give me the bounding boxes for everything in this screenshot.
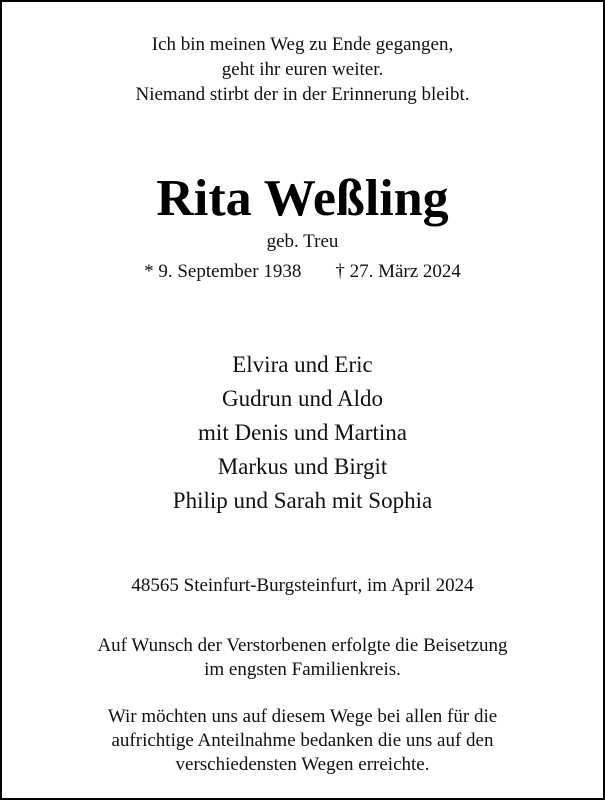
motto-line: geht ihr euren weiter. [221,59,384,80]
burial-note [2,634,603,682]
mourner-line: Markus und Birgit [217,454,388,479]
mourners-list [2,348,603,518]
mourner-line: Gudrun und Aldo [222,386,383,411]
deceased-name: Rita Weßling [156,170,449,227]
birth-name: geb. Treu [266,231,339,252]
motto-verse [2,32,603,107]
motto-line: Ich bin meinen Weg zu Ende gegangen, [151,34,454,55]
death-date: † 27. März 2024 [335,261,461,282]
burial-note-line: im engsten Familienkreis. [204,659,401,680]
place-and-date: 48565 Steinfurt-Burgsteinfurt, im April 2024 [131,575,474,596]
thanks-line: Wir möchten uns auf diesem Wege bei allen für die [107,706,498,727]
thanks-line: aufrichtige Anteilnahme bedanken die uns auf den [111,730,494,751]
thanks-line: verschiedensten Wegen erreichte. [175,754,430,775]
mourner-line: Philip und Sarah mit Sophia [172,488,433,513]
mourner-line: Elvira und Eric [232,352,373,377]
mourner-line: mit Denis und Martina [198,420,407,445]
life-dates [2,260,603,284]
burial-note-line: Auf Wunsch der Verstorbenen erfolgte die Beisetzung [97,635,508,656]
birth-date: * 9. September 1938 [144,261,302,282]
thanks-message [2,705,603,777]
motto-line: Niemand stirbt der in der Erinnerung bleibt. [135,84,470,105]
